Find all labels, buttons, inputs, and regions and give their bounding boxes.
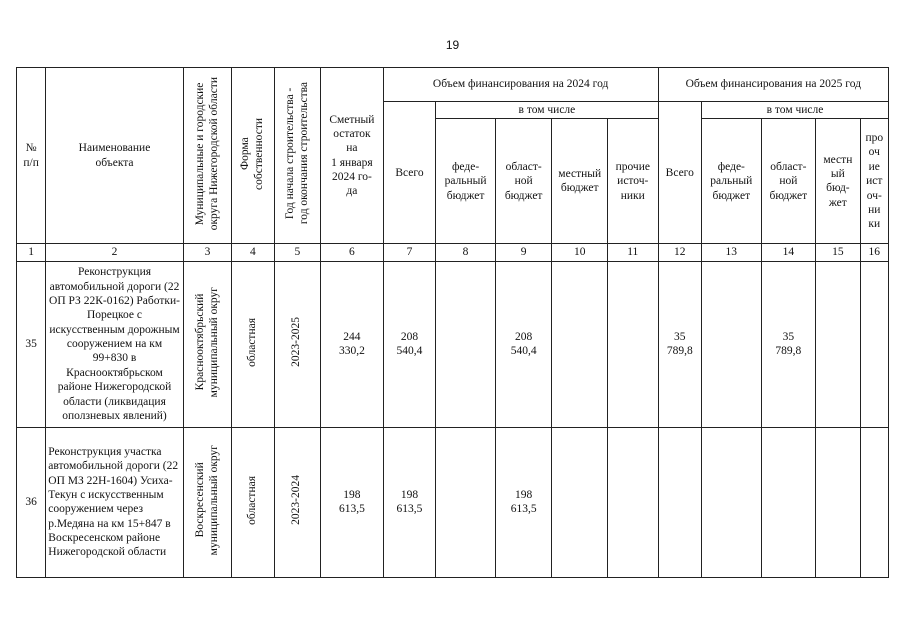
- local-2024-value: [552, 427, 608, 577]
- federal-2024-value: [436, 261, 496, 427]
- column-number: 2: [46, 244, 183, 261]
- header-total-2025: Всего: [658, 102, 701, 244]
- regional-2024-value: 198 613,5: [495, 427, 552, 577]
- header-years: [274, 68, 320, 244]
- column-number-row: [17, 244, 889, 261]
- header-district: [183, 68, 231, 244]
- header-federal-2024: феде- ральный бюджет: [436, 119, 496, 244]
- ownership-text: областная: [246, 475, 258, 525]
- column-number: 6: [321, 244, 384, 261]
- total-2024-value: 198 613,5: [383, 427, 436, 577]
- federal-2024-value: [436, 427, 496, 577]
- district-text: Краснооктябрьский муниципальный округ: [193, 286, 220, 398]
- financing-table: [16, 67, 889, 578]
- local-2024-value: [552, 261, 608, 427]
- column-number: 8: [436, 244, 496, 261]
- header-regional-2025: област- ной бюджет: [761, 119, 816, 244]
- page-number: 19: [445, 38, 460, 52]
- column-number: 16: [860, 244, 888, 261]
- ownership-cell: [232, 427, 274, 577]
- column-number: 12: [658, 244, 701, 261]
- ownership-text: областная: [246, 317, 258, 367]
- local-2025-value: [816, 427, 860, 577]
- header-local-2024: местный бюджет: [552, 119, 608, 244]
- table-row: [17, 427, 889, 577]
- header-ownership-text: Форма собственности: [239, 117, 265, 190]
- years-cell: [274, 427, 320, 577]
- other-2024-value: [608, 261, 659, 427]
- header-district-text: Муниципальные и городские округа Нижегородской области: [193, 76, 220, 231]
- column-number: 9: [495, 244, 552, 261]
- federal-2025-value: [701, 261, 761, 427]
- column-number: 3: [183, 244, 231, 261]
- header-total-2024: Всего: [383, 102, 436, 244]
- remainder-value: 244 330,2: [321, 261, 384, 427]
- other-2025-value: [860, 261, 888, 427]
- ownership-cell: [232, 261, 274, 427]
- local-2025-value: [816, 261, 860, 427]
- column-number: 14: [761, 244, 816, 261]
- regional-2024-value: 208 540,4: [495, 261, 552, 427]
- regional-2025-value: 35 789,8: [761, 261, 816, 427]
- header-fin-2024: Объем финансирования на 2024 год: [383, 68, 658, 102]
- header-regional-2024: област- ной бюджет: [495, 119, 552, 244]
- district-cell: [183, 427, 231, 577]
- object-name: Реконструкция автомобильной дороги (22 ОП РЗ 22К-0162) Работки-Порецкое с искусственным дорожным сооружением на км 99+830 в Краснооктябрьском районе Нижегородской области (ликвидация оползневых явлений): [46, 261, 183, 427]
- column-number: 10: [552, 244, 608, 261]
- object-name: Реконструкция участка автомобильной дороги (22 ОП МЗ 22Н-1604) Усиха-Текун с искусственным сооружением через р.Медяна на км 15+847 в Воскресенском районе Нижегородской области: [46, 427, 183, 577]
- federal-2025-value: [701, 427, 761, 577]
- header-incl-2025: в том числе: [701, 102, 888, 119]
- column-number: 7: [383, 244, 436, 261]
- regional-2025-value: [761, 427, 816, 577]
- header-local-2025: местн ый бюд- жет: [816, 119, 860, 244]
- other-2025-value: [860, 427, 888, 577]
- years-text: 2023-2024: [290, 475, 303, 525]
- total-2024-value: 208 540,4: [383, 261, 436, 427]
- district-text: Воскресенский муниципальный округ: [193, 444, 220, 556]
- total-2025-value: 35 789,8: [658, 261, 701, 427]
- header-ownership: [232, 68, 274, 244]
- column-number: 4: [232, 244, 274, 261]
- header-object-name: Наименование объекта: [46, 68, 183, 244]
- row-number: 35: [17, 261, 46, 427]
- district-cell: [183, 261, 231, 427]
- years-cell: [274, 261, 320, 427]
- column-number: 15: [816, 244, 860, 261]
- row-number: 36: [17, 427, 46, 577]
- column-number: 5: [274, 244, 320, 261]
- header-fin-2025: Объем финансирования на 2025 год: [658, 68, 888, 102]
- header-years-text: Год начала строительства - год окончания строительства: [283, 82, 310, 225]
- years-text: 2023-2025: [290, 317, 303, 367]
- header-other-2025: про оч ие ист оч- ни ки: [860, 119, 888, 244]
- table-row: [17, 261, 889, 427]
- header-other-2024: прочие источ- ники: [608, 119, 659, 244]
- total-2025-value: [658, 427, 701, 577]
- header-federal-2025: феде- ральный бюджет: [701, 119, 761, 244]
- column-number: 13: [701, 244, 761, 261]
- remainder-value: 198 613,5: [321, 427, 384, 577]
- column-number: 11: [608, 244, 659, 261]
- column-number: 1: [17, 244, 46, 261]
- header-number: № п/п: [17, 68, 46, 244]
- header-incl-2024: в том числе: [436, 102, 658, 119]
- header-remainder: Сметный остаток на 1 января 2024 го- да: [321, 68, 384, 244]
- other-2024-value: [608, 427, 659, 577]
